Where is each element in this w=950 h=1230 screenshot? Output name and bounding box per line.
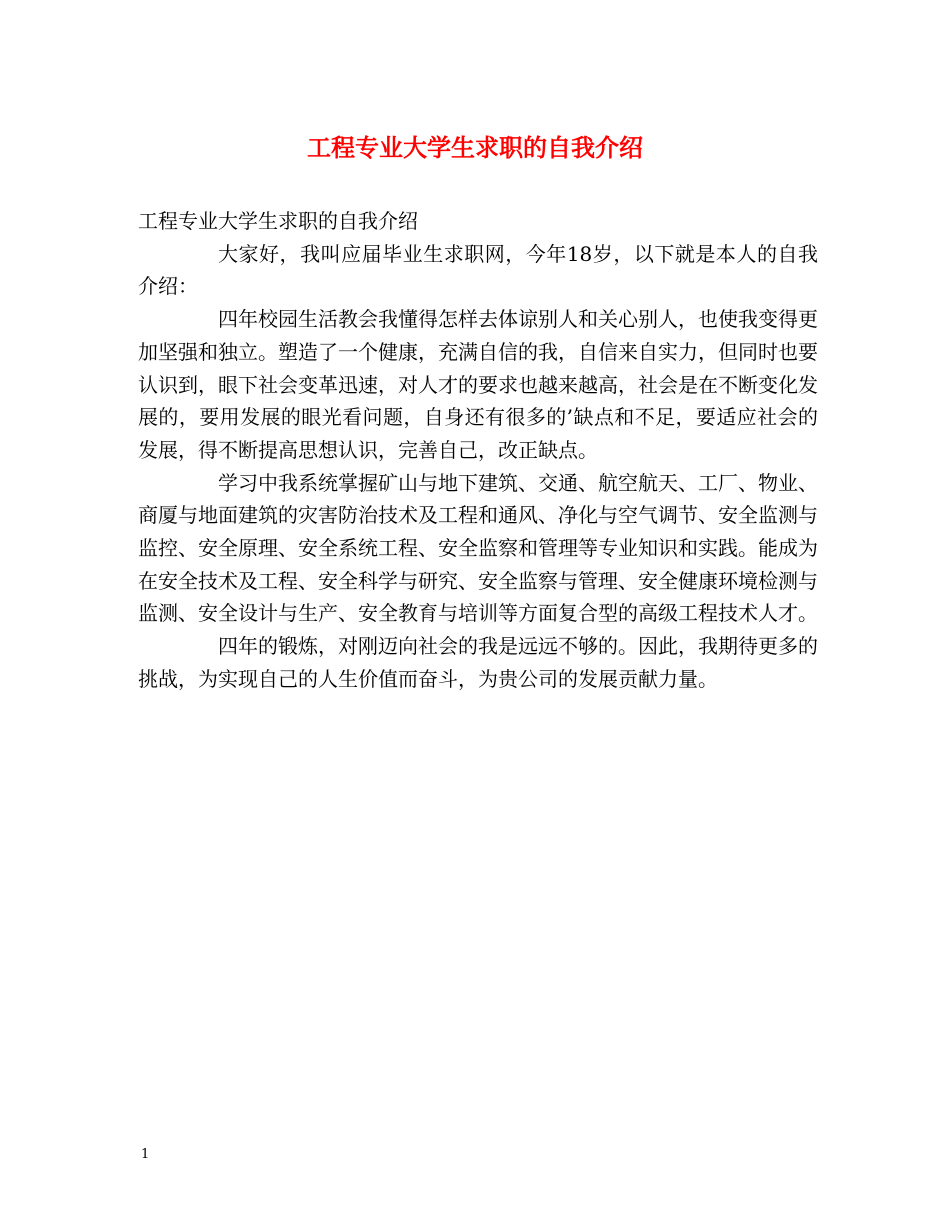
document-title: 工程专业大学生求职的自我介绍	[307, 133, 643, 162]
paragraph-greeting: 大家好，我叫应届毕业生求职网，今年18岁，以下就是本人的自我介绍：	[138, 241, 818, 299]
paragraph-study: 学习中我系统掌握矿山与地下建筑、交通、航空航天、工厂、物业、商厦与地面建筑的灾害防治技术及工程和通风、净化与空气调节、安全监测与监控、安全原理、安全系统工程、安全监察和管理等专业知识和实践。能成为在安全技术及工程、安全科学与研究、安全监察与管理、安全健康环境检测与监测、安全设计与生产、安全教育与培训等方面复合型的高级工程技术人才。	[138, 470, 818, 626]
page-number: 1	[141, 1147, 150, 1162]
document-body	[138, 205, 818, 696]
body-heading: 工程专业大学生求职的自我介绍	[138, 209, 418, 233]
paragraph-campus-life: 四年校园生活教会我懂得怎样去体谅别人和关心别人，也使我变得更加坚强和独立。塑造了一个健康，充满自信的我，自信来自实力，但同时也要认识到，眼下社会变革迅速，对人才的要求也越来越高，社会是在不断变化发展的，要用发展的眼光看问题，自身还有很多的’缺点和不足，要适应社会的发展，得不断提高思想认识，完善自己，改正缺点。	[138, 307, 818, 462]
paragraph-closing: 四年的锻炼，对刚迈向社会的我是远远不够的。因此，我期待更多的挑战，为实现自己的人生价值而奋斗，为贵公司的发展贡献力量。	[138, 634, 818, 691]
